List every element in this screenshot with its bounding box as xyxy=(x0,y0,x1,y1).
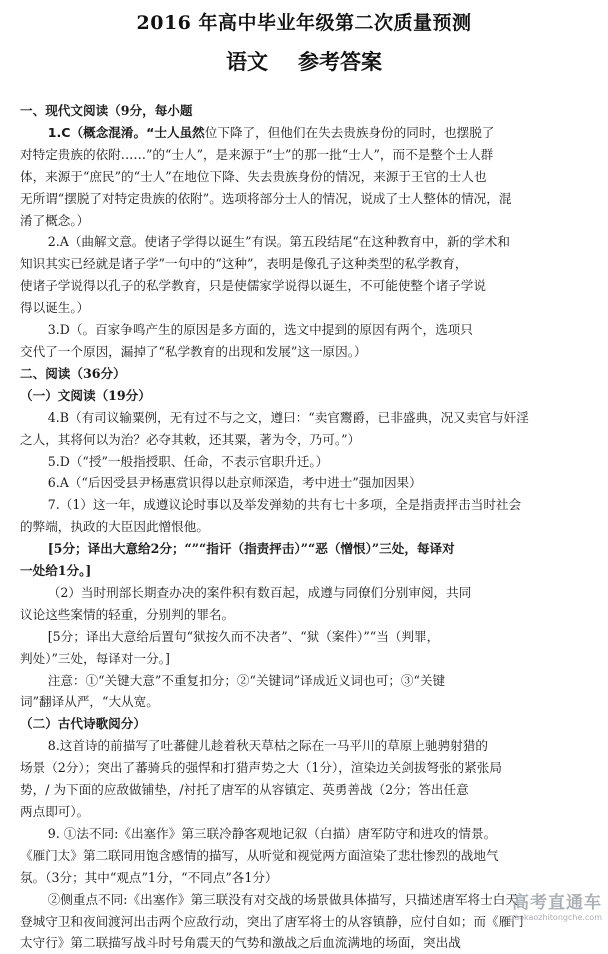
q3-line2: 交代了一个原因，漏掉了“私学教育的出现和发展”这一原因。） xyxy=(20,343,367,359)
document-subtitle xyxy=(0,46,608,76)
q1-line4: 无所谓“摆脱了对特定贵族的依附”。选项将部分士人的情况，说成了士人整体的情况，混 xyxy=(20,190,512,206)
q7-part2-line1: （2）当时刑部长期查办决的案件积有数百起，成遵与同僚们分别审阅，共同 xyxy=(47,584,472,600)
q7-score2-line2: 判处）”三处，每译对一分。] xyxy=(20,650,170,666)
q4-line1: 4.B（有司议输粟例，无有过不与之文，遵曰：“卖官鬻爵，已非盛典，况又卖官与奸淫 xyxy=(47,409,529,425)
q9-line3: 氛。（3分；其中“观点”1分，“不同点”各1分） xyxy=(20,869,278,885)
q4-line2: 之人，其将何以为治？必夺其敕，还其粟，著为令，乃可。”） xyxy=(20,431,361,447)
q7-note-line1: 注意：①“关键大意”不重复扣分；②“关键词”译成近义词也可；③“关键 xyxy=(47,672,446,688)
q9-line1: 9. ①法不同:《出塞作》第三联冷静客观地记叙（白描）唐军防守和进攻的情景。 xyxy=(47,825,497,841)
q2-line1: 2.A（曲解文意。使诸子学得以诞生”有误。第五段结尾“在这种教育中，新的学术和 xyxy=(47,234,510,250)
q2-line3: 使诸子学说得以孔子的私学教育，只是使儒家学说得以诞生，不可能使整个诸子学说 xyxy=(20,278,486,294)
q1-line2: 对特定贵族的依附……”的“士人”，是来源于“士”的那一批“士人”，而不是整个士人群 xyxy=(20,146,494,162)
watermark-text: 高考直通车 xyxy=(512,893,602,913)
q5-line: 5.D（“授”一般指授职、任命，不表示官职升迁。） xyxy=(47,453,329,469)
q1-line3: 体，来源于“庶民”的“士人”在地位下降、失去贵族身份的情况，来源于王官的士人也 xyxy=(20,168,487,184)
q9-line5: 登城守卫和夜间渡河出击两个应敌行动，突出了唐军将士的从容镇静，应付自如；而《雁门 xyxy=(20,913,524,929)
answer-key-label: 参考答案 xyxy=(298,49,382,74)
site-watermark xyxy=(509,894,602,923)
q7-score2-line1: [5分；译出大意给后置句“狱按久而不决者”、“狱（案件）”“当（判罪， xyxy=(47,628,440,644)
q9-line6: 太守行》第二联描写战斗时号角震天的气势和激战之后血流满地的场面，突出战 xyxy=(20,935,461,951)
q9-line2: 《雁门太》第二联同用饱含感情的描写，从听觉和视觉两方面渲染了悲壮惨烈的战地气 xyxy=(20,847,499,863)
q8-line1: 8.这首诗的前描写了吐蕃健儿趁着秋天草枯之际在一马平川的草原上驰骋射猎的 xyxy=(47,738,488,754)
subject-label: 语文 xyxy=(226,49,268,74)
answer-content xyxy=(20,100,586,954)
section2-heading: 二、阅读（36分） xyxy=(20,365,126,381)
q7-score1-line2: 一处给1分。] xyxy=(20,563,92,579)
q2-line2: 知识其实已经就是诸子学”一句中的“这种”，表明是像孔子这种类型的私学教育， xyxy=(20,256,468,272)
q6-line: 6.A（“后因受县尹杨惠赏识得以赴京师深造，考中进士”强加因果） xyxy=(47,475,422,491)
q7-line1: 7.（1）这一年，成遵议论时事以及举发弹劾的共有七十多项，全是指责抨击当时社会 xyxy=(47,497,522,513)
q7-line2: 的弊端，执政的大臣因此憎恨他。 xyxy=(20,519,209,535)
q7-note-line2: 词”翻译从严，“大从宽。 xyxy=(20,694,159,710)
section1-heading: 一、现代文阅读（9分，每小题 xyxy=(20,103,193,118)
q8-line2: 场景（2分）；突出了蕃骑兵的强悍和打猎声势之大（1分），渲染边关剑拔弩张的紧张局 xyxy=(20,760,502,776)
q7-score1-line1: [5分；译出大意给2分；“”“指讦（指责抨击）”“恶（憎恨）”三处，每译对 xyxy=(47,541,455,557)
q9-line4: ②侧重点不同:《出塞作》第三联没有对交战的场景做具体描写，只描述唐军将士白天 xyxy=(47,891,518,907)
q8-line4: 两点即可）。 xyxy=(20,804,90,819)
q1-line5: 淆了概念。） xyxy=(20,212,90,228)
subsection1-heading: （一）文阅读（19分） xyxy=(20,387,151,403)
watermark-url: gaokaozhitongche.com xyxy=(509,913,602,922)
q8-line3: 势，/ 为下面的应敌做铺垫，/衬托了唐军的从容镇定、英勇善战（2分；答出任意 xyxy=(20,782,469,798)
q3-line1: 3.D（。百家争鸣产生的原因是多方面的，选文中提到的原因有两个，选项只 xyxy=(47,322,473,338)
q1-line1: 1.C（概念混淆。“士人虽然位下降了，但他们在失去贵族身份的同时，也摆脱了 xyxy=(47,124,495,140)
q2-line4: 得以诞生。） xyxy=(20,300,90,316)
document-title: 2016 年高中毕业年级第二次质量预测 xyxy=(136,12,472,34)
subsection2-heading: （二）古代诗歌阅分） xyxy=(20,716,146,732)
q7-part2-line2: 议论这些案情的轻重，分别判的罪名。 xyxy=(20,606,235,622)
